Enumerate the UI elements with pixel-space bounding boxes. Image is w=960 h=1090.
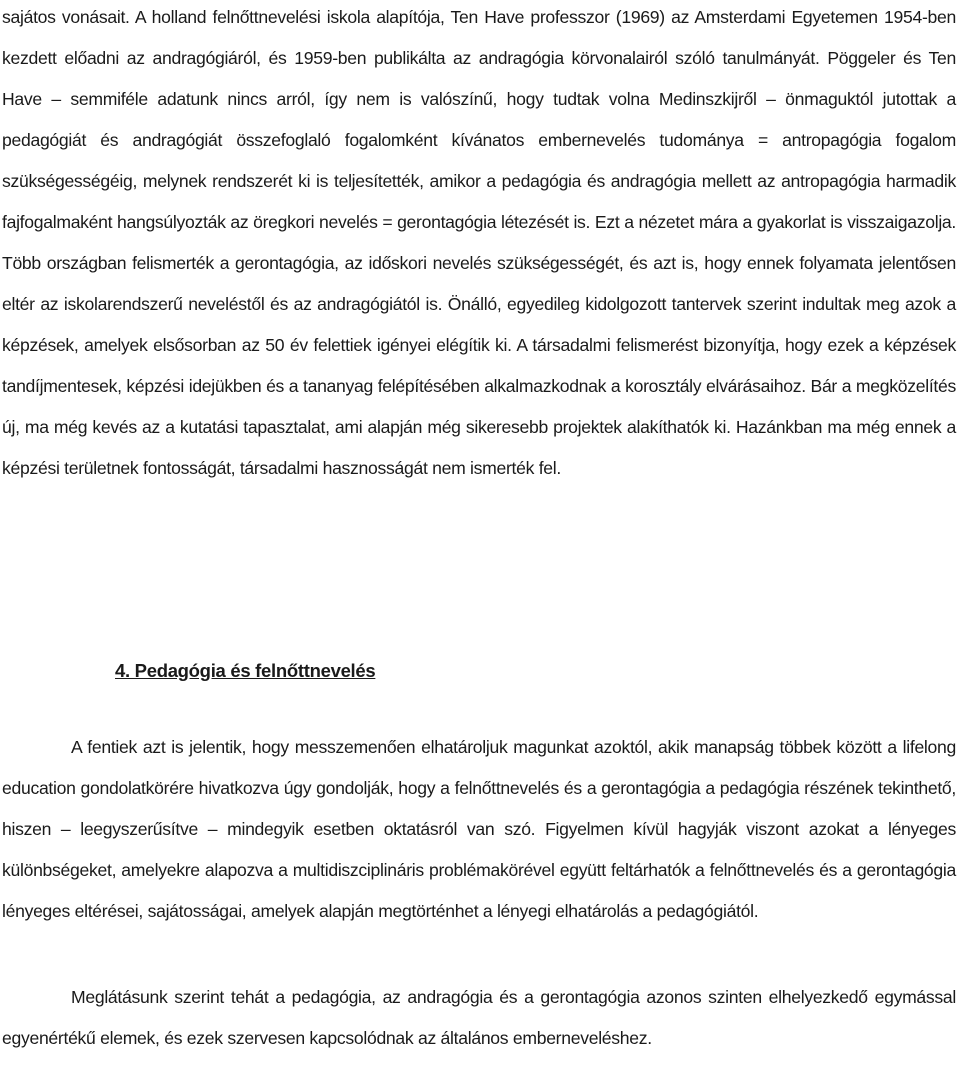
section-heading: 4. Pedagógia és felnőttnevelés <box>115 660 376 681</box>
body-paragraph-3: Meglátásunk szerint tehát a pedagógia, az andragógia és a gerontagógia azonos szinten elhelyezkedő egymással egyenértékű elemek, és ezek szervesen kapcsolódnak az általános emberneveléshez. <box>2 987 956 1048</box>
body-paragraph-1: sajátos vonásait. A holland felnőttnevelési iskola alapítója, Ten Have professzor (1969) az Amsterdami Egyetemen 1954-ben kezdett előadni az andragógiáról, és 1959-ben publikálta az andragógia körvonalairól szóló tanulmányát. Pöggeler és Ten Have – semmiféle adatunk nincs arról, így nem is valószínű, hogy tudtak volna Medinszkijről – önmaguktól jutottak a pedagógiát és andragógiát összefoglaló fogalomként kívánatos embernevelés tudománya = antropagógia fogalom szükségességéig, melynek rendszerét ki is teljesítették, amikor a pedagógia és andragógia mellett az antropagógia harmadik fajfogalmaként hangsúlyozták az öregkori nevelés = gerontagógia létezését is. Ezt a nézetet mára a gyakorlat is visszaigazolja. Több országban felismerték a gerontagógia, az időskori nevelés szükségességét, és azt is, hogy ennek folyamata jelentősen eltér az iskolarendszerű neveléstől és az andragógiától is. Önálló, egyedileg kidolgozott tantervek szerint indultak meg azok a képzések, amelyek elsősorban az 50 év felettiek igényei elégítik ki. A társadalmi felismerést bizonyítja, hogy ezek a képzések tandíjmentesek, képzési idejükben és a tananyag felépítésében alkalmazkodnak a korosztály elvárásaihoz. Bár a megközelítés új, ma még kevés az a kutatási tapasztalat, ami alapján még sikeresebb projektek alakíthatók ki. Hazánkban ma még ennek a képzési területnek fontosságát, társadalmi hasznosságát nem ismerték fel. <box>2 7 956 478</box>
body-paragraph-2: A fentiek azt is jelentik, hogy messzemenően elhatároljuk magunkat azoktól, akik manapság többek között a lifelong education gondolatkörére hivatkozva úgy gondolják, hogy a felnőttnevelés és a gerontagógia a pedagógia részének tekinthető, hiszen – leegyszerűsítve – mindegyik esetben oktatásról van szó. Figyelmen kívül hagyják viszont azokat a lényeges különbségeket, amelyekre alapozva a multidiszciplináris problémakörével együtt feltárhatók a felnőttnevelés és a gerontagógia lényeges eltérései, sajátosságai, amelyek alapján megtörténhet a lényegi elhatárolás a pedagógiától. <box>2 737 956 921</box>
